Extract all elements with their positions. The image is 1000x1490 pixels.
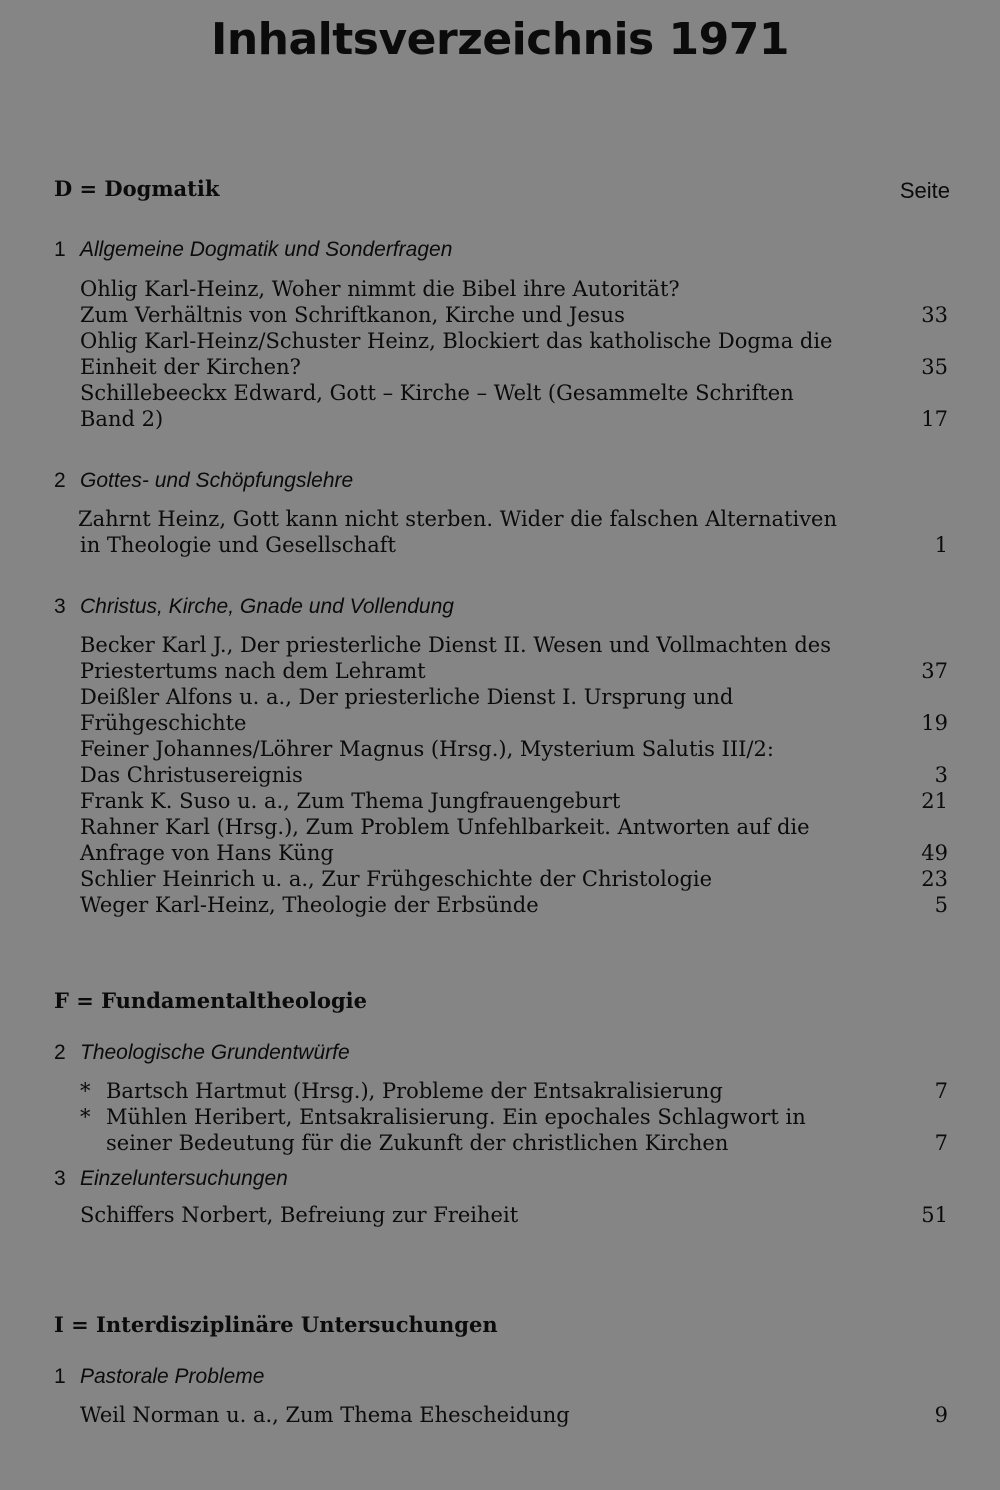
subsection-title: Allgemeine Dogmatik und Sonderfragen [80, 238, 453, 261]
entry-page-number: 17 [921, 407, 948, 431]
section-heading-fundamentaltheologie: F = Fundamentaltheologie [54, 988, 367, 1013]
entry-line: Zahrnt Heinz, Gott kann nicht sterben. Wider die falschen Alternativen [78, 507, 838, 531]
entry-line: Schlier Heinrich u. a., Zur Frühgeschichte der Christologie [80, 867, 713, 891]
subsection-number: 1 [54, 238, 66, 261]
subsection-title: Gottes- und Schöpfungslehre [80, 469, 354, 492]
entry-line: Weil Norman u. a., Zum Thema Ehescheidung [80, 1403, 570, 1427]
entry-page-number: 1 [934, 533, 948, 557]
entry-line: Bartsch Hartmut (Hrsg.), Probleme der Entsakralisierung [106, 1079, 723, 1103]
entry-page-number: 21 [921, 789, 948, 813]
entry-page-number: 19 [921, 711, 948, 735]
entry-page-number: 7 [934, 1131, 948, 1155]
entry-line: in Theologie und Gesellschaft [80, 533, 396, 557]
entry-line: Rahner Karl (Hrsg.), Zum Problem Unfehlbarkeit. Antworten auf die [80, 815, 810, 839]
entry-line: Frank K. Suso u. a., Zum Thema Jungfrauengeburt [80, 789, 621, 813]
entry-line: Priestertums nach dem Lehramt [80, 659, 426, 683]
entry-line: Deißler Alfons u. a., Der priesterliche Dienst I. Ursprung und [80, 685, 734, 709]
entry-page-number: 9 [934, 1403, 948, 1427]
entry-line: Ohlig Karl-Heinz, Woher nimmt die Bibel ihre Autorität? [80, 277, 680, 301]
subsection-number: 2 [54, 1041, 66, 1064]
asterisk-marker: * [80, 1079, 91, 1103]
asterisk-marker: * [80, 1105, 91, 1129]
subsection-number: 3 [54, 1167, 66, 1190]
subsection-title: Einzeluntersuchungen [80, 1167, 288, 1190]
entry-line: Das Christusereignis [80, 763, 303, 787]
entry-page-number: 7 [934, 1079, 948, 1103]
subsection-title: Christus, Kirche, Gnade und Vollendung [80, 595, 454, 618]
page-column-label: Seite [899, 178, 950, 203]
entry-page-number: 33 [921, 303, 948, 327]
subsection-title: Pastorale Probleme [80, 1365, 265, 1388]
entry-page-number: 35 [921, 355, 948, 379]
subsection-number: 2 [54, 469, 66, 492]
entry-line: Schillebeeckx Edward, Gott – Kirche – Welt (Gesammelte Schriften [80, 381, 794, 405]
page-title: Inhaltsverzeichnis 1971 [210, 14, 790, 65]
entry-line: Becker Karl J., Der priesterliche Dienst II. Wesen und Vollmachten des [80, 633, 832, 657]
entry-page-number: 23 [921, 867, 948, 891]
entry-line: Mühlen Heribert, Entsakralisierung. Ein epochales Schlagwort in [106, 1105, 806, 1129]
section-heading-interdisziplinaer: I = Interdisziplinäre Untersuchungen [54, 1312, 498, 1337]
section-heading-dogmatik: D = Dogmatik [54, 176, 220, 201]
entry-line: Weger Karl-Heinz, Theologie der Erbsünde [80, 893, 539, 917]
entry-line: Band 2) [80, 407, 164, 431]
entry-line: seiner Bedeutung für die Zukunft der christlichen Kirchen [106, 1131, 729, 1155]
subsection-number: 1 [54, 1365, 66, 1388]
entry-page-number: 5 [934, 893, 948, 917]
entry-page-number: 37 [921, 659, 948, 683]
entry-line: Einheit der Kirchen? [80, 355, 301, 379]
entry-line: Schiffers Norbert, Befreiung zur Freiheit [80, 1203, 519, 1227]
entry-line: Feiner Johannes/Löhrer Magnus (Hrsg.), Mysterium Salutis III/2: [80, 737, 774, 761]
entry-line: Anfrage von Hans Küng [80, 841, 334, 865]
subsection-number: 3 [54, 595, 66, 618]
entry-page-number: 51 [921, 1203, 948, 1227]
entry-line: Frühgeschichte [80, 711, 247, 735]
subsection-title: Theologische Grundentwürfe [80, 1041, 350, 1064]
entry-line: Ohlig Karl-Heinz/Schuster Heinz, Blockiert das katholische Dogma die [80, 329, 833, 353]
entry-page-number: 3 [934, 763, 948, 787]
entry-line: Zum Verhältnis von Schriftkanon, Kirche und Jesus [80, 303, 625, 327]
entry-page-number: 49 [921, 841, 948, 865]
